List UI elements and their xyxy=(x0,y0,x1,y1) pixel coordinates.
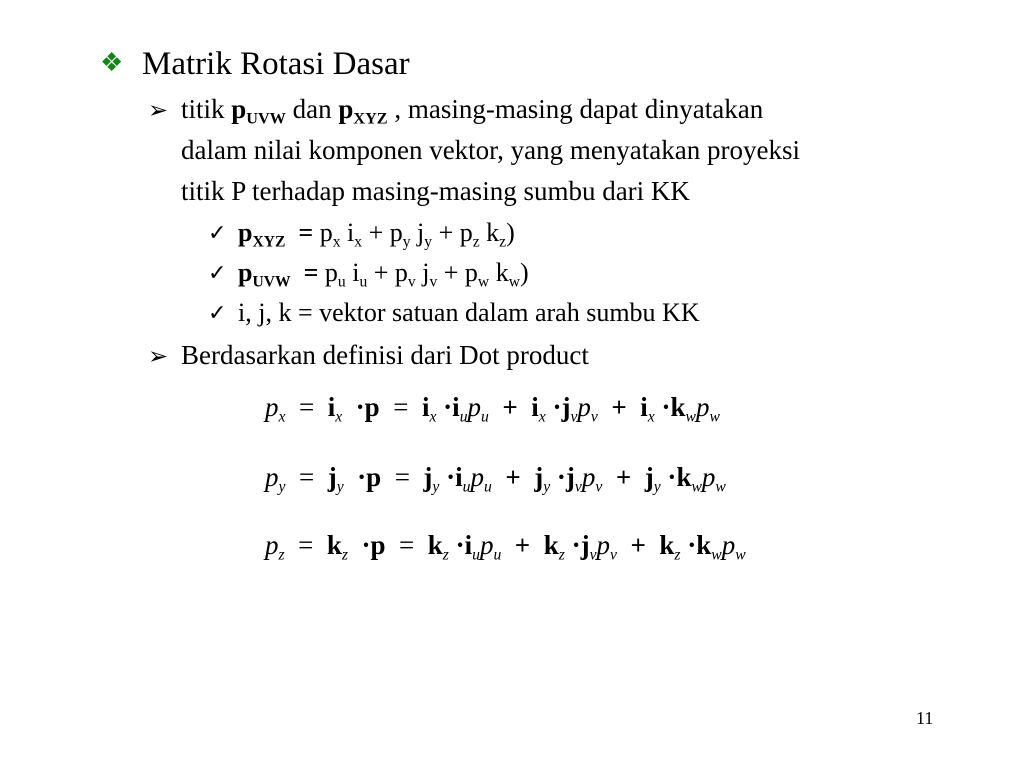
component: p xyxy=(581,462,596,492)
equals-sign: = xyxy=(298,218,314,247)
subscript: z xyxy=(558,546,565,564)
term: j xyxy=(422,258,430,287)
subscript: u xyxy=(472,546,480,564)
dot-operator: · xyxy=(361,530,371,560)
dot-operator: · xyxy=(443,392,453,422)
equals-sign: = xyxy=(298,462,315,492)
subscript: w xyxy=(711,546,722,564)
subscript: UVW xyxy=(246,109,286,128)
subscript: u xyxy=(337,273,346,291)
subscript: y xyxy=(543,478,551,496)
arrow-bullet-icon: ➢ xyxy=(148,98,169,124)
subscript: v xyxy=(595,478,603,496)
check-bullet-icon: ✓ xyxy=(208,300,227,325)
diamond-bullet-icon: ❖ xyxy=(100,48,124,77)
subscript: x xyxy=(429,408,437,426)
subscript: v xyxy=(570,408,578,426)
subscript: z xyxy=(499,233,507,251)
subscript: v xyxy=(429,273,438,291)
term: p xyxy=(459,218,473,247)
slide-number: 11 xyxy=(916,708,934,728)
equals-sign: = xyxy=(298,392,315,422)
subscript: w xyxy=(508,273,520,291)
subscript: u xyxy=(462,478,471,496)
term: p xyxy=(319,218,333,247)
unit-vector: j xyxy=(580,530,590,560)
dot-operator: · xyxy=(687,530,697,560)
unit-vector: k xyxy=(427,530,443,560)
dot-operator: · xyxy=(552,392,562,422)
equals-sign: = xyxy=(298,530,314,560)
operator: + xyxy=(432,218,460,247)
equation-row xyxy=(265,462,726,496)
subscript: y xyxy=(336,478,344,496)
unit-vector: k xyxy=(543,530,559,560)
subscript: XYZ xyxy=(252,233,286,251)
dot-operator: · xyxy=(446,462,456,492)
equals-sign: = xyxy=(393,392,409,422)
unit-vector: j xyxy=(534,462,544,492)
unit-vector: j xyxy=(644,462,654,492)
unit-vector: i xyxy=(531,392,539,422)
component: p xyxy=(577,392,591,422)
p-symbol: p xyxy=(338,94,354,124)
component: p xyxy=(470,462,484,492)
subscript: u xyxy=(359,273,368,291)
unit-vector: k xyxy=(659,530,675,560)
term: p xyxy=(324,258,338,287)
check-bullet-icon: ✓ xyxy=(208,260,227,285)
subscript: XYZ xyxy=(353,109,388,128)
plus-sign: + xyxy=(611,392,627,422)
term: i xyxy=(352,258,360,287)
subscript: u xyxy=(481,408,489,426)
term: p xyxy=(394,258,408,287)
subscript: y xyxy=(653,478,661,496)
component: p xyxy=(596,530,611,560)
unit-vector: k xyxy=(696,530,712,560)
dot-operator: · xyxy=(556,462,566,492)
subscript: w xyxy=(685,408,696,426)
subscript: z xyxy=(341,546,348,564)
unit-vector: i xyxy=(464,530,473,560)
component: p xyxy=(479,530,494,560)
subscript: v xyxy=(407,273,416,291)
subscript: x xyxy=(332,233,341,251)
subscript: x xyxy=(538,408,546,426)
component: p xyxy=(721,530,736,560)
equals-sign: = xyxy=(394,462,410,492)
term: i xyxy=(347,218,355,247)
vector-p: p xyxy=(366,462,382,492)
component: p xyxy=(701,462,716,492)
p-symbol: p xyxy=(238,258,253,287)
subscript: u xyxy=(459,408,468,426)
unit-vector: j xyxy=(565,462,575,492)
vector-p: p xyxy=(370,530,386,560)
subscript: x xyxy=(278,408,286,426)
subscript: z xyxy=(674,546,681,564)
p-xyz xyxy=(338,94,388,128)
text-fragment: dan xyxy=(285,94,339,124)
p-symbol: p xyxy=(231,94,247,124)
point1-line3: titik P terhadap masing-masing sumbu dari KK xyxy=(181,176,690,206)
plus-sign: + xyxy=(505,462,521,492)
sub-item-puvw xyxy=(238,258,529,291)
subscript: y xyxy=(278,478,286,496)
subscript: w xyxy=(715,478,726,496)
unit-vector: i xyxy=(421,392,430,422)
unit-vector: k xyxy=(326,530,342,560)
term: p xyxy=(464,258,478,287)
unit-vector: k xyxy=(676,462,692,492)
term: k xyxy=(486,218,500,247)
lhs-symbol: p xyxy=(265,392,279,422)
dot-operator: · xyxy=(355,392,365,422)
subscript: u xyxy=(483,478,492,496)
equation-row xyxy=(265,392,720,426)
term: p xyxy=(389,218,403,247)
unit-vector: j xyxy=(423,462,433,492)
subscript: w xyxy=(735,546,746,564)
subscript: w xyxy=(709,408,720,426)
check-bullet-icon: ✓ xyxy=(208,220,227,245)
point1-line2: dalam nilai komponen vektor, yang menyatakan proyeksi xyxy=(181,135,800,165)
subscript: v xyxy=(610,546,617,564)
slide-title: Matrik Rotasi Dasar xyxy=(142,46,410,82)
component: p xyxy=(695,392,710,422)
lhs-symbol: p xyxy=(265,462,279,492)
operator: + xyxy=(367,258,395,287)
point2-text: Berdasarkan definisi dari Dot product xyxy=(181,340,589,370)
subscript: y xyxy=(424,233,433,251)
subscript: y xyxy=(402,233,411,251)
subscript: UVW xyxy=(252,273,291,291)
unit-vector: j xyxy=(327,462,337,492)
plus-sign: + xyxy=(514,530,531,560)
subscript: u xyxy=(493,546,502,564)
subscript: w xyxy=(477,273,490,291)
arrow-bullet-icon: ➢ xyxy=(148,344,169,370)
dot-operator: · xyxy=(667,462,677,492)
operator: ) xyxy=(506,218,515,247)
lhs-symbol: p xyxy=(265,530,279,560)
dot-operator: · xyxy=(357,462,367,492)
point1-line1 xyxy=(181,94,764,128)
subscript: z xyxy=(278,546,285,564)
operator: + xyxy=(362,218,390,247)
subscript: z xyxy=(442,546,449,564)
subscript: x xyxy=(335,408,343,426)
sub-item-pxyz xyxy=(238,218,515,251)
subscript: v xyxy=(590,408,598,426)
unit-vector: i xyxy=(455,462,463,492)
subscript: z xyxy=(472,233,480,251)
plus-sign: + xyxy=(615,462,632,492)
unit-vector: i xyxy=(640,392,648,422)
plus-sign: + xyxy=(630,530,646,560)
term: k xyxy=(495,258,509,287)
text-fragment: , masing-masing dapat dinyatakan xyxy=(387,94,764,124)
dot-operator: · xyxy=(571,530,581,560)
operator: ) xyxy=(519,258,529,287)
unit-vector: k xyxy=(670,392,686,422)
sub-item-unit-vectors: i, j, k = vektor satuan dalam arah sumbu KK xyxy=(238,298,700,327)
subscript: v xyxy=(589,546,597,564)
subscript: y xyxy=(432,478,440,496)
term: j xyxy=(417,218,425,247)
unit-vector: i xyxy=(327,392,336,422)
dot-operator: · xyxy=(661,392,671,422)
p-uvw xyxy=(231,94,286,128)
unit-vector: j xyxy=(561,392,571,422)
subscript: x xyxy=(354,233,363,251)
equation-row xyxy=(265,530,746,564)
unit-vector: i xyxy=(452,392,460,422)
equals-sign: = xyxy=(399,530,415,560)
operator: + xyxy=(437,258,465,287)
equals-sign: = xyxy=(303,258,319,287)
subscript: w xyxy=(691,478,702,496)
component: p xyxy=(467,392,482,422)
dot-operator: · xyxy=(455,530,465,560)
text-fragment: titik xyxy=(181,94,232,124)
plus-sign: + xyxy=(502,392,518,422)
vector-p: p xyxy=(364,392,380,422)
subscript: v xyxy=(574,478,582,496)
p-symbol: p xyxy=(238,218,253,247)
subscript: x xyxy=(647,408,655,426)
